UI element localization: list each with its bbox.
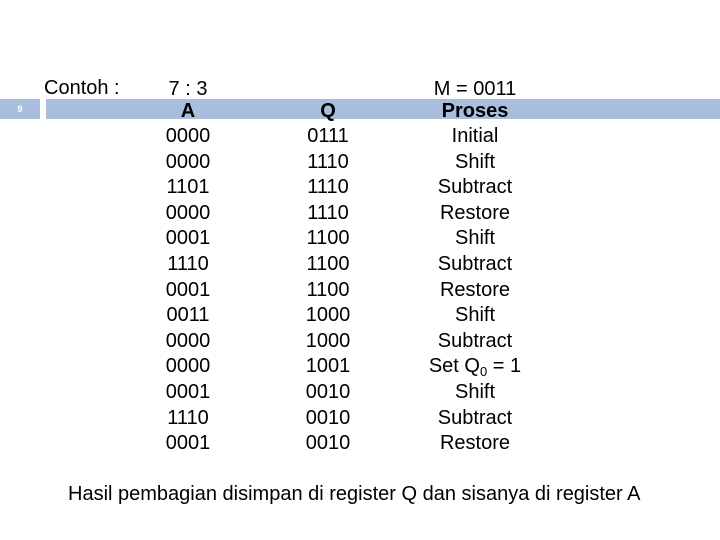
cell-proses-text: Shift [454, 227, 496, 250]
cell-proses-text: Shift [454, 380, 496, 403]
column-header-a: A [180, 100, 196, 122]
cell-proses [400, 354, 550, 380]
cell-proses [400, 124, 550, 150]
cell-a: 0001 [165, 227, 211, 250]
cell-q: 0010 [305, 406, 351, 429]
cell-a: 0001 [165, 278, 211, 301]
cell-a: 0000 [165, 150, 211, 173]
cell-a: 0000 [165, 329, 211, 352]
cell-proses [400, 201, 550, 227]
cell-proses [400, 252, 550, 278]
cell-a: 1101 [166, 176, 210, 199]
cell-q: 1110 [307, 201, 349, 224]
cell-a: 0000 [165, 201, 211, 224]
column-proses-values [400, 124, 550, 457]
cell-q: 1110 [307, 150, 349, 173]
cell-proses [400, 303, 550, 329]
cell-proses [400, 226, 550, 252]
cell-a: 0011 [166, 304, 210, 327]
cell-proses [400, 431, 550, 457]
cell-proses [400, 278, 550, 304]
cell-proses-text: Shift [454, 150, 496, 173]
cell-a: 0001 [165, 432, 211, 455]
cell-proses-text: Subtract [437, 406, 513, 429]
cell-a: 0001 [165, 380, 211, 403]
cell-q: 1100 [306, 278, 350, 301]
column-header-proses: Proses [441, 100, 509, 122]
cell-q: 1000 [305, 329, 351, 352]
division-ratio: 7 : 3 [168, 78, 208, 100]
cell-proses [400, 150, 550, 176]
column-q-values [290, 124, 366, 457]
cell-proses-text: Subtract [437, 252, 513, 275]
example-label: Contoh : [44, 77, 120, 99]
cell-proses-tail: = 1 [487, 355, 522, 378]
cell-a: 0000 [165, 125, 211, 147]
cell-proses-text: Shift [454, 304, 496, 327]
cell-proses [400, 329, 550, 355]
cell-proses-text: Subtract [437, 329, 513, 352]
cell-proses [400, 406, 550, 432]
cell-proses-text: Initial [451, 125, 499, 147]
column-header-q: Q [320, 100, 336, 122]
cell-q: 0010 [305, 380, 351, 403]
m-value: M = 0011 [433, 78, 517, 100]
cell-proses [400, 175, 550, 201]
cell-a: 0000 [165, 355, 211, 378]
cell-q: 1000 [305, 304, 351, 327]
cell-q: 1001 [305, 355, 351, 378]
cell-a: 1110 [167, 406, 209, 429]
header-band [46, 99, 720, 119]
page-number: 9 [17, 104, 23, 114]
cell-proses-text: Subtract [437, 176, 513, 199]
cell-q: 1100 [306, 252, 350, 275]
cell-proses-text: Restore [439, 432, 511, 455]
cell-q: 0111 [307, 125, 349, 147]
cell-proses [400, 380, 550, 406]
cell-proses-text: Set Q [428, 355, 480, 378]
cell-proses-text: Restore [439, 278, 511, 301]
cell-a: 1110 [167, 252, 209, 275]
cell-proses-subscript: 0 [479, 364, 488, 380]
column-a-values [150, 124, 226, 457]
cell-q: 0010 [305, 432, 351, 455]
cell-q: 1100 [306, 227, 350, 250]
footer-note: Hasil pembagian disimpan di register Q dan sisanya di register A [68, 483, 641, 505]
cell-q: 1110 [307, 176, 349, 199]
cell-proses-text: Restore [439, 201, 511, 224]
